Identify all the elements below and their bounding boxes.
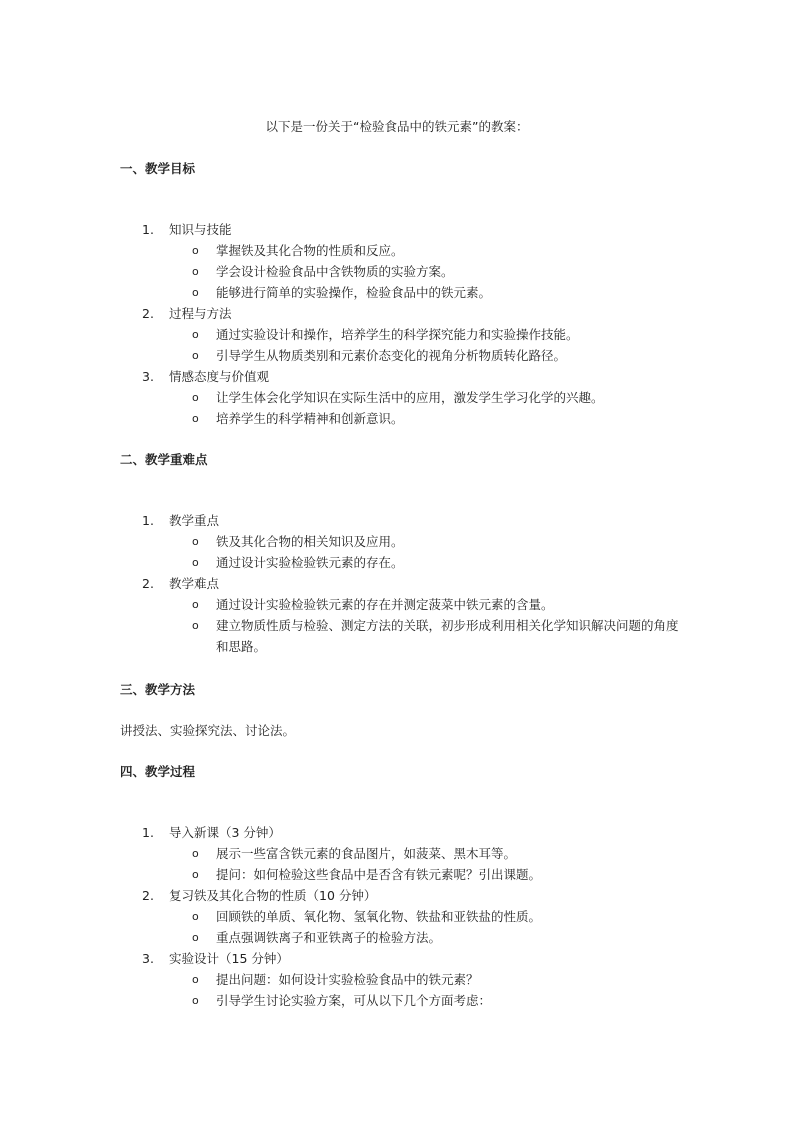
sub-item xyxy=(120,594,680,615)
sub-item xyxy=(120,282,680,303)
methods-text: 讲授法、实验探究法、讨论法。 xyxy=(120,723,296,738)
section-heading-process: 四、教学过程 xyxy=(120,764,196,779)
sub-item xyxy=(120,969,680,990)
bullet-icon: o xyxy=(192,868,199,881)
sub-item-text: 培养学生的科学精神和创新意识。 xyxy=(216,411,404,426)
item-number: 2. xyxy=(142,576,154,591)
sub-item xyxy=(120,324,680,345)
sub-item-text: 重点强调铁离子和亚铁离子的检验方法。 xyxy=(216,930,442,945)
bullet-icon: o xyxy=(192,391,199,404)
sub-item xyxy=(120,927,680,948)
item-number: 1. xyxy=(142,222,154,237)
bullet-icon: o xyxy=(192,412,199,425)
bullet-icon: o xyxy=(192,910,199,923)
bullet-icon: o xyxy=(192,286,199,299)
section-heading-key-points: 二、教学重难点 xyxy=(120,452,208,467)
sub-item-text: 引导学生讨论实验方案，可从以下几个方面考虑： xyxy=(216,993,492,1008)
list-item xyxy=(120,948,680,969)
process-list xyxy=(120,822,680,1011)
sub-item xyxy=(120,990,680,1011)
sub-item xyxy=(120,864,680,885)
sub-item-text: 铁及其化合物的相关知识及应用。 xyxy=(216,534,404,549)
sub-item xyxy=(120,615,680,657)
sub-item xyxy=(120,387,680,408)
sub-item-text: 学会设计检验食品中含铁物质的实验方案。 xyxy=(216,264,454,279)
bullet-icon: o xyxy=(192,973,199,986)
sub-item-text: 让学生体会化学知识在实际生活中的应用，激发学生学习化学的兴趣。 xyxy=(216,390,604,405)
sub-item xyxy=(120,408,680,429)
sub-item-text: 展示一些富含铁元素的食品图片，如菠菜、黑木耳等。 xyxy=(216,846,517,861)
sub-item-text: 引导学生从物质类别和元素价态变化的视角分析物质转化路径。 xyxy=(216,348,567,363)
item-title: 情感态度与价值观 xyxy=(169,369,270,384)
bullet-icon: o xyxy=(192,349,199,362)
list-item xyxy=(120,366,680,387)
item-number: 1. xyxy=(142,825,154,840)
sub-item-text: 通过实验设计和操作，培养学生的科学探究能力和实验操作技能。 xyxy=(216,327,579,342)
bullet-icon: o xyxy=(192,619,199,632)
bullet-icon: o xyxy=(192,328,199,341)
sub-item xyxy=(120,240,680,261)
bullet-icon: o xyxy=(192,244,199,257)
sub-item-text: 提问：如何检验这些食品中是否含有铁元素呢？引出课题。 xyxy=(216,867,542,882)
sub-item xyxy=(120,906,680,927)
list-item xyxy=(120,510,680,531)
sub-item-text: 提出问题：如何设计实验检验食品中的铁元素？ xyxy=(216,972,479,987)
list-item xyxy=(120,885,680,906)
list-item xyxy=(120,822,680,843)
sub-item-text: 建立物质性质与检验、测定方法的关联，初步形成利用相关化学知识解决问题的角度和思路。 xyxy=(216,618,679,654)
sub-item-text: 回顾铁的单质、氧化物、氢氧化物、铁盐和亚铁盐的性质。 xyxy=(216,909,542,924)
sub-item-text: 能够进行简单的实验操作，检验食品中的铁元素。 xyxy=(216,285,492,300)
bullet-icon: o xyxy=(192,931,199,944)
bullet-icon: o xyxy=(192,598,199,611)
item-number: 1. xyxy=(142,513,154,528)
item-number: 2. xyxy=(142,306,154,321)
item-number: 3. xyxy=(142,369,154,384)
item-title: 过程与方法 xyxy=(169,306,232,321)
bullet-icon: o xyxy=(192,535,199,548)
bullet-icon: o xyxy=(192,556,199,569)
item-title: 实验设计（15 分钟） xyxy=(169,951,289,966)
item-title: 教学难点 xyxy=(169,576,220,591)
item-title: 知识与技能 xyxy=(169,222,232,237)
bullet-icon: o xyxy=(192,265,199,278)
item-number: 3. xyxy=(142,951,154,966)
objectives-list xyxy=(120,219,680,429)
list-item xyxy=(120,303,680,324)
intro-text: 以下是一份关于“检验食品中的铁元素”的教案： xyxy=(265,119,529,134)
bullet-icon: o xyxy=(192,847,199,860)
key-points-list xyxy=(120,510,680,657)
section-heading-methods: 三、教学方法 xyxy=(120,682,196,697)
item-title: 复习铁及其化合物的性质（10 分钟） xyxy=(169,888,377,903)
bullet-icon: o xyxy=(192,994,199,1007)
list-item xyxy=(120,573,680,594)
sub-item xyxy=(120,531,680,552)
item-title: 教学重点 xyxy=(169,513,220,528)
sub-item-text: 掌握铁及其化合物的性质和反应。 xyxy=(216,243,404,258)
sub-item-text: 通过设计实验检验铁元素的存在并测定菠菜中铁元素的含量。 xyxy=(216,597,554,612)
section-heading-objectives: 一、教学目标 xyxy=(120,161,196,176)
sub-item xyxy=(120,345,680,366)
sub-item-text: 通过设计实验检验铁元素的存在。 xyxy=(216,555,404,570)
sub-item xyxy=(120,843,680,864)
sub-item xyxy=(120,552,680,573)
list-item xyxy=(120,219,680,240)
item-number: 2. xyxy=(142,888,154,903)
item-title: 导入新课（3 分钟） xyxy=(169,825,281,840)
sub-item xyxy=(120,261,680,282)
